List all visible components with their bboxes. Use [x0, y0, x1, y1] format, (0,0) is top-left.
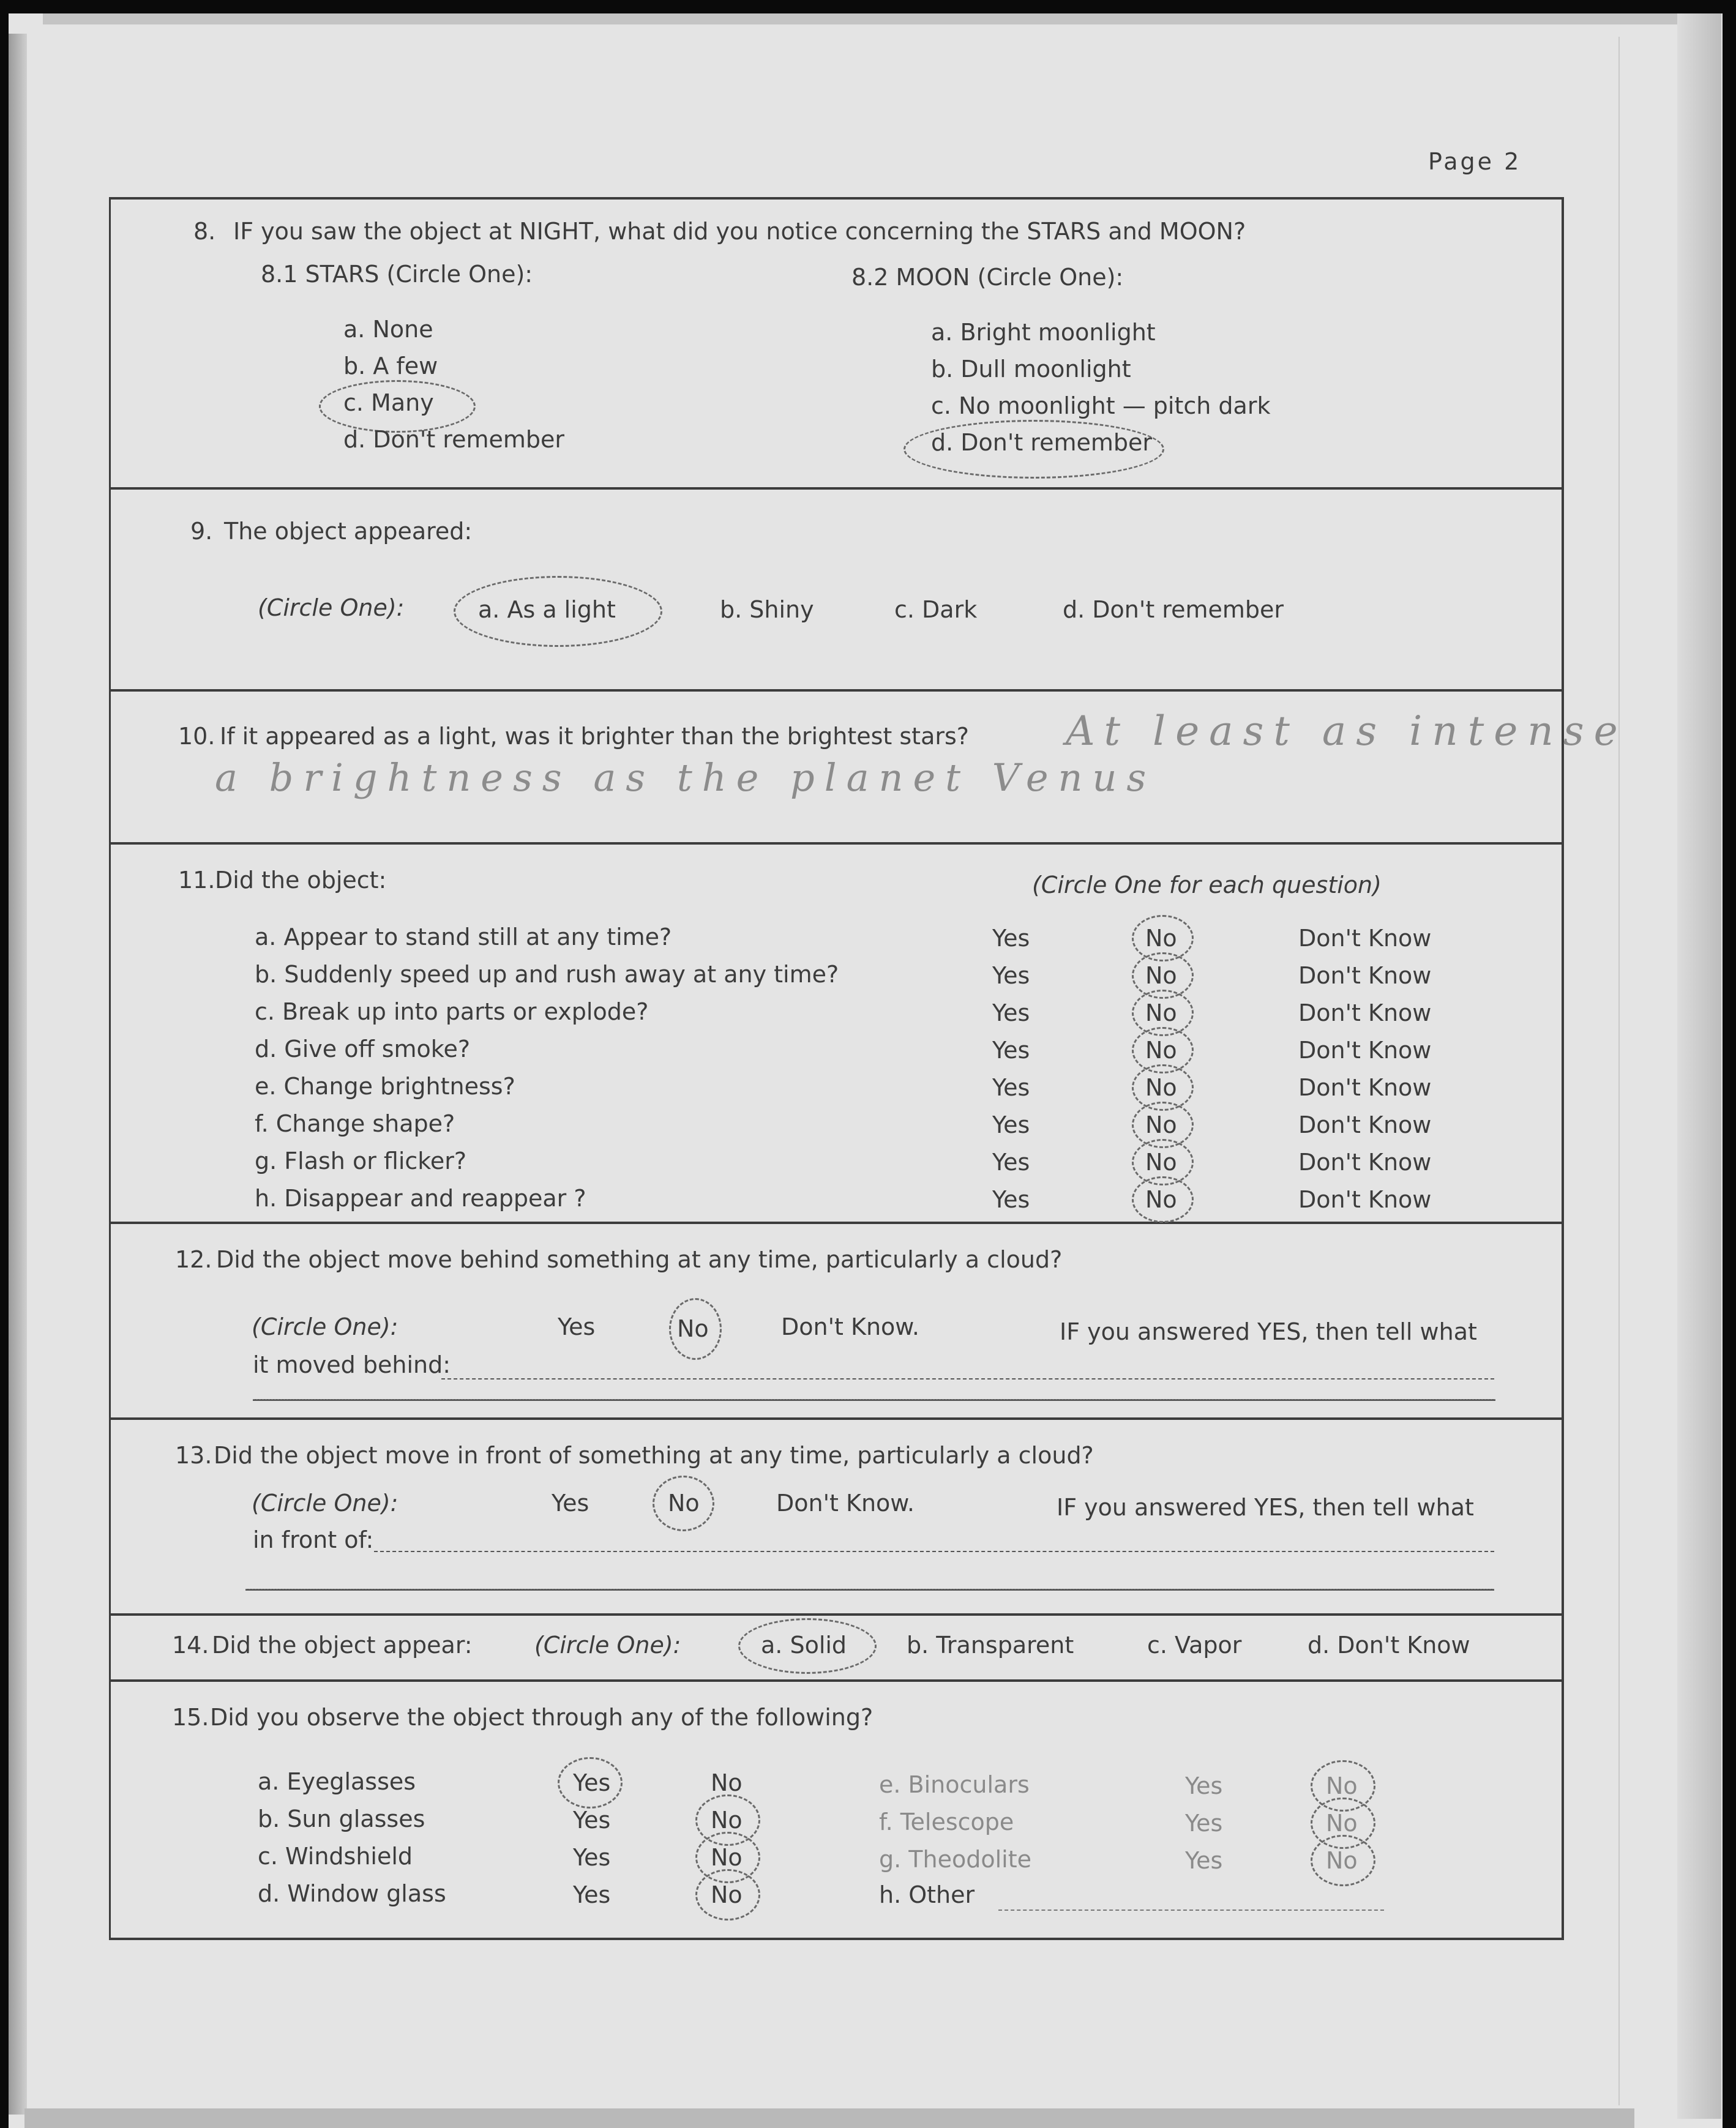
stars-option-d[interactable]: d. Don't remember — [343, 426, 564, 453]
q15-item-label: e. Binoculars — [879, 1771, 1030, 1798]
question-number: 9. — [190, 518, 213, 545]
q15-selection-circle — [1311, 1835, 1375, 1886]
question-number: 15. — [172, 1704, 209, 1731]
q15-item-label: g. Theodolite — [879, 1846, 1031, 1873]
choice-dont-know[interactable]: Don't Know. — [776, 1490, 915, 1517]
q11-choice-no[interactable]: No — [1145, 1149, 1177, 1176]
followup-label: in front of: — [253, 1526, 374, 1553]
page-number: Page 2 — [1428, 148, 1522, 175]
q11-choice-no[interactable]: No — [1145, 925, 1177, 952]
question-number: 11. — [178, 867, 215, 894]
circle-one-instruction: (Circle One): — [252, 1313, 398, 1340]
q15-item-label: b. Sun glasses — [258, 1805, 425, 1832]
q11-choice-yes[interactable]: Yes — [992, 925, 1030, 952]
choice-dont-know[interactable]: Don't Know. — [781, 1313, 919, 1340]
q11-choice-don-t-know[interactable]: Don't Know — [1298, 962, 1432, 989]
q11-choice-don-t-know[interactable]: Don't Know — [1298, 1074, 1432, 1101]
question-14-section — [111, 1613, 1562, 1682]
moon-option-a[interactable]: a. Bright moonlight — [931, 319, 1156, 346]
q15-choice-yes[interactable]: Yes — [573, 1844, 611, 1871]
q11-item-label: c. Break up into parts or explode? — [255, 998, 649, 1025]
sheet-edge-top — [43, 13, 1720, 24]
followup-label: it moved behind: — [253, 1351, 451, 1378]
appearance-option-d[interactable]: d. Don't remember — [1063, 596, 1284, 623]
fold-line — [1618, 37, 1620, 2105]
stars-option-c[interactable]: c. Many — [343, 389, 434, 416]
question-text: If it appeared as a light, was it brighter than the brightest stars? — [220, 723, 969, 750]
stars-option-b[interactable]: b. A few — [343, 353, 438, 379]
moon-option-c[interactable]: c. No moonlight — pitch dark — [931, 392, 1271, 419]
q11-item-label: d. Give off smoke? — [255, 1036, 471, 1062]
q15-choice-yes[interactable]: Yes — [1185, 1810, 1223, 1837]
q11-choice-no[interactable]: No — [1145, 1111, 1177, 1138]
q11-choice-yes[interactable]: Yes — [992, 1074, 1030, 1101]
handwritten-answer-line2: a brightness as the planet Venus — [215, 755, 1156, 800]
answer-rule — [253, 1399, 1495, 1401]
q15-choice-no[interactable]: No — [1326, 1772, 1358, 1799]
q11-choice-don-t-know[interactable]: Don't Know — [1298, 925, 1432, 952]
q11-choice-yes[interactable]: Yes — [992, 999, 1030, 1026]
followup-answer-field[interactable] — [441, 1351, 1494, 1379]
q11-item-label: e. Change brightness? — [255, 1073, 515, 1100]
question-number: 12. — [175, 1246, 212, 1273]
choice-no[interactable]: No — [677, 1315, 709, 1342]
q15-choice-no[interactable]: No — [1326, 1847, 1358, 1874]
q11-choice-yes[interactable]: Yes — [992, 1186, 1030, 1213]
q11-choice-yes[interactable]: Yes — [992, 962, 1030, 989]
moon-selection-circle — [904, 420, 1164, 479]
question-number: 8. — [193, 218, 216, 245]
question-11-section — [111, 842, 1562, 1224]
q15-item-label: f. Telescope — [879, 1809, 1014, 1835]
appearance-option-a[interactable]: a. As a light — [478, 596, 616, 623]
other-label: h. Other — [879, 1881, 975, 1908]
q11-choice-yes[interactable]: Yes — [992, 1111, 1030, 1138]
question-text: Did the object: — [215, 867, 387, 894]
q11-choice-don-t-know[interactable]: Don't Know — [1298, 1186, 1432, 1213]
appearance-option-b[interactable]: b. Shiny — [720, 596, 814, 623]
handwritten-answer-line1: At least as intense — [1066, 707, 1628, 755]
question-12-section — [111, 1222, 1562, 1420]
question-number: 13. — [175, 1442, 212, 1469]
q15-item-label: c. Windshield — [258, 1843, 413, 1870]
q15-choice-no[interactable]: No — [711, 1807, 743, 1834]
other-answer-field[interactable] — [998, 1881, 1384, 1911]
questionnaire-form — [109, 197, 1628, 1940]
q15-choice-yes[interactable]: Yes — [1185, 1847, 1223, 1874]
choice-no[interactable]: No — [668, 1490, 700, 1517]
q11-choice-no[interactable]: No — [1145, 1074, 1177, 1101]
sheet-edge-left — [9, 34, 27, 2115]
question-number: 14. — [172, 1632, 209, 1659]
choice-yes[interactable]: Yes — [552, 1490, 589, 1517]
question-text: Did you observe the object through any of the following? — [210, 1704, 874, 1731]
q12-selection-circle — [669, 1298, 722, 1360]
q11-item-label: b. Suddenly speed up and rush away at any time? — [255, 961, 839, 988]
scan-bottom-strip — [24, 2108, 1634, 2128]
question-15-section — [111, 1679, 1562, 1938]
solidity-selection-circle — [738, 1618, 877, 1674]
question-text: Did the object appear: — [212, 1632, 473, 1659]
q15-item-label: d. Window glass — [258, 1880, 446, 1907]
q11-choice-yes[interactable]: Yes — [992, 1037, 1030, 1064]
question-8-section — [111, 200, 1562, 490]
stars-selection-circle — [319, 380, 476, 433]
q11-choice-no[interactable]: No — [1145, 999, 1177, 1026]
q11-item-label: f. Change shape? — [255, 1110, 455, 1137]
question-number: 10. — [178, 723, 215, 750]
question-text: IF you saw the object at NIGHT, what did you notice concerning the STARS and MOON? — [233, 218, 1246, 245]
followup-instruction: IF you answered YES, then tell what — [1057, 1494, 1474, 1521]
moon-option-d[interactable]: d. Don't remember — [931, 429, 1152, 456]
question-9-section — [111, 487, 1562, 692]
q15-choice-no[interactable]: No — [711, 1881, 743, 1908]
q11-choice-no[interactable]: No — [1145, 1037, 1177, 1064]
q11-item-label: h. Disappear and reappear ? — [255, 1185, 586, 1212]
q15-choice-no[interactable]: No — [1326, 1810, 1358, 1837]
solidity-option-c[interactable]: c. Vapor — [1147, 1632, 1242, 1659]
q11-choice-don-t-know[interactable]: Don't Know — [1298, 1037, 1432, 1064]
choice-yes[interactable]: Yes — [558, 1313, 596, 1340]
followup-instruction: IF you answered YES, then tell what — [1060, 1318, 1477, 1345]
question-text: Did the object move in front of something at any time, particularly a cloud? — [214, 1442, 1094, 1469]
q11-choice-no[interactable]: No — [1145, 962, 1177, 989]
stars-heading: 8.1 STARS (Circle One): — [261, 261, 533, 288]
question-text: Did the object move behind something at any time, particularly a cloud? — [216, 1246, 1063, 1273]
q11-choice-don-t-know[interactable]: Don't Know — [1298, 1149, 1432, 1176]
q15-choice-yes[interactable]: Yes — [573, 1769, 611, 1796]
q15-choice-yes[interactable]: Yes — [573, 1807, 611, 1834]
q11-selection-circle — [1132, 1176, 1194, 1223]
circle-one-instruction: (Circle One): — [534, 1632, 681, 1659]
solidity-option-b[interactable]: b. Transparent — [907, 1632, 1074, 1659]
moon-option-b[interactable]: b. Dull moonlight — [931, 356, 1131, 383]
question-text: The object appeared: — [224, 518, 473, 545]
circle-one-instruction: (Circle One): — [252, 1490, 398, 1517]
appearance-selection-circle — [454, 576, 662, 647]
moon-heading: 8.2 MOON (Circle One): — [851, 264, 1124, 291]
q11-choice-don-t-know[interactable]: Don't Know — [1298, 1111, 1432, 1138]
q11-choice-don-t-know[interactable]: Don't Know — [1298, 999, 1432, 1026]
q11-item-label: g. Flash or flicker? — [255, 1148, 467, 1174]
q11-item-label: a. Appear to stand still at any time? — [255, 924, 672, 950]
q15-choice-yes[interactable]: Yes — [1185, 1772, 1223, 1799]
sheet-edge-right — [1677, 13, 1721, 2119]
q15-item-label: a. Eyeglasses — [258, 1768, 416, 1795]
solidity-option-a[interactable]: a. Solid — [761, 1632, 847, 1659]
q15-selection-circle — [558, 1757, 623, 1809]
q11-choice-yes[interactable]: Yes — [992, 1149, 1030, 1176]
q15-selection-circle — [695, 1869, 760, 1921]
stars-option-a[interactable]: a. None — [343, 316, 433, 343]
appearance-option-c[interactable]: c. Dark — [894, 596, 978, 623]
solidity-option-d[interactable]: d. Don't Know — [1308, 1632, 1470, 1659]
question-13-section — [111, 1417, 1562, 1616]
answer-rule — [245, 1589, 1494, 1591]
question-10-section — [111, 689, 1628, 845]
circle-one-instruction: (Circle One): — [258, 594, 405, 621]
q15-choice-no[interactable]: No — [711, 1844, 743, 1871]
q15-choice-no[interactable]: No — [711, 1769, 743, 1796]
q15-choice-yes[interactable]: Yes — [573, 1881, 611, 1908]
q13-selection-circle — [653, 1476, 714, 1531]
followup-answer-field[interactable] — [374, 1526, 1494, 1552]
q11-choice-no[interactable]: No — [1145, 1186, 1177, 1213]
circle-one-each-instruction: (Circle One for each question) — [1032, 872, 1382, 898]
